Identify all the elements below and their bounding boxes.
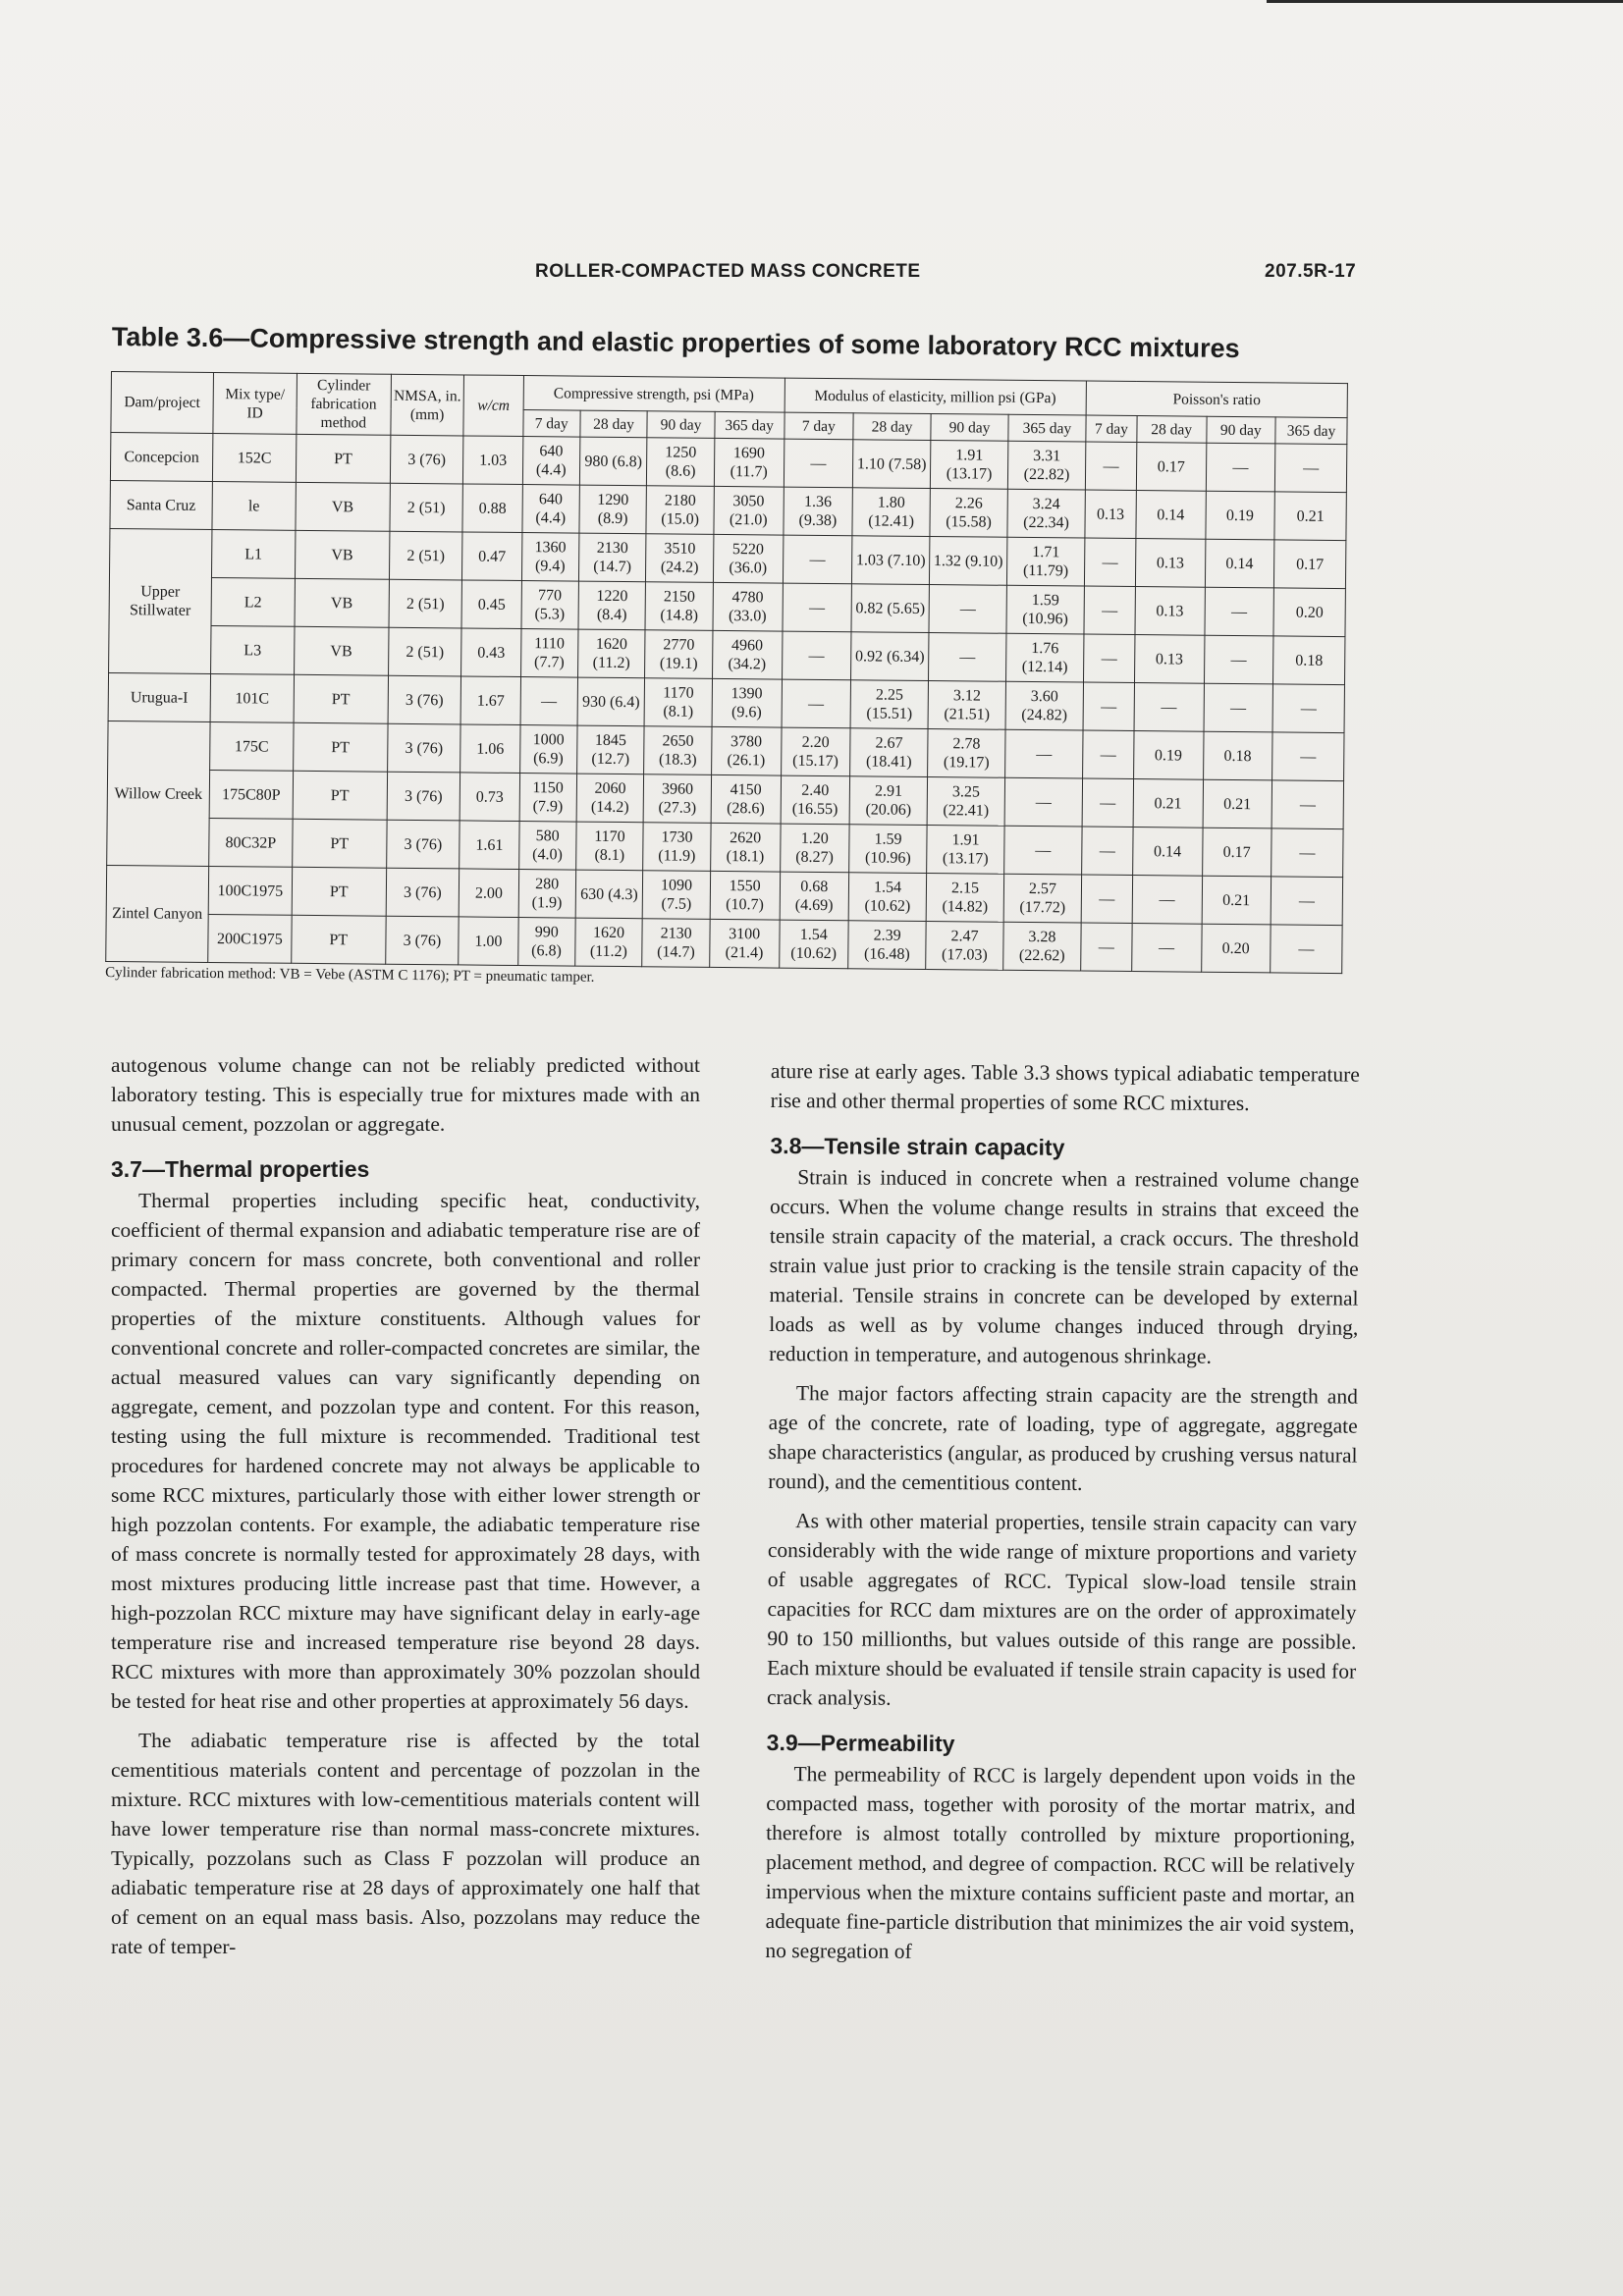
header-age: 28 day	[580, 410, 648, 438]
cell-wcm: 1.06	[460, 724, 520, 774]
header-age: 365 day	[715, 411, 784, 439]
cell-cylinder-method: PT	[292, 867, 386, 916]
cell-dam-project: Zintel Canyon	[106, 865, 209, 962]
cell-nmsa: 3 (76)	[390, 435, 463, 484]
cell-compressive-strength: 2620 (18.1)	[711, 823, 781, 872]
cell-modulus-elasticity: 1.76 (12.14)	[1006, 633, 1084, 682]
cell-modulus-elasticity: 0.82 (5.65)	[851, 584, 929, 633]
cell-poisson-ratio: 0.13	[1135, 587, 1205, 636]
cell-poisson-ratio: —	[1083, 682, 1134, 730]
cell-poisson-ratio: —	[1134, 683, 1204, 732]
cell-wcm: 1.67	[460, 676, 520, 725]
cell-mix-id: L3	[210, 625, 295, 674]
cell-compressive-strength: 630 (4.3)	[575, 870, 643, 919]
cell-poisson-ratio: —	[1083, 634, 1134, 682]
cell-poisson-ratio: —	[1204, 683, 1273, 732]
page-number: 207.5R-17	[1265, 261, 1357, 282]
cell-modulus-elasticity: 3.24 (22.34)	[1007, 489, 1085, 538]
cell-wcm: 2.00	[460, 869, 519, 918]
cell-cylinder-method: PT	[294, 674, 388, 723]
cell-poisson-ratio: 0.21	[1274, 492, 1346, 541]
cell-poisson-ratio: 0.14	[1136, 491, 1206, 540]
paragraph-autogenous: autogenous volume change can not be reliably predicted without laboratory testing. This is especially true for mixtures made with an unusual cement, pozzolan or aggregate.	[111, 1053, 700, 1136]
cell-modulus-elasticity: 2.47 (17.03)	[926, 921, 1003, 970]
cell-compressive-strength: 2650 (18.3)	[644, 726, 712, 775]
cell-poisson-ratio: 0.17	[1274, 540, 1346, 589]
cell-nmsa: 2 (51)	[389, 531, 462, 580]
cell-compressive-strength: 5220 (36.0)	[713, 534, 783, 583]
table-body	[106, 433, 1347, 974]
cell-poisson-ratio: —	[1275, 444, 1347, 493]
cell-compressive-strength: 2130 (14.7)	[578, 533, 646, 582]
cell-compressive-strength: 2060 (14.2)	[576, 774, 644, 823]
cell-mix-id: 80C32P	[209, 818, 294, 867]
header-age: 90 day	[931, 414, 1008, 442]
cell-dam-project: Upper Stillwater	[109, 528, 212, 673]
cell-wcm: 0.73	[460, 773, 520, 822]
cell-modulus-elasticity: 2.15 (14.82)	[926, 873, 1003, 922]
cell-compressive-strength: 1290 (8.9)	[579, 485, 647, 534]
heading-permeability: 3.9—Permeability	[766, 1729, 955, 1757]
cell-modulus-elasticity: 2.67 (18.41)	[850, 728, 928, 777]
header-age: 365 day	[1008, 414, 1086, 442]
cell-compressive-strength: 1110 (7.7)	[520, 629, 578, 678]
cell-compressive-strength: 1360 (9.4)	[521, 533, 579, 582]
cell-compressive-strength: 2130 (14.7)	[642, 919, 710, 968]
cell-compressive-strength: 1845 (12.7)	[576, 725, 644, 774]
cell-compressive-strength: 1220 (8.4)	[578, 581, 646, 630]
cell-poisson-ratio: 0.13	[1085, 490, 1136, 538]
cell-modulus-elasticity: 1.80 (12.41)	[852, 488, 930, 537]
cell-poisson-ratio: 0.18	[1203, 731, 1272, 780]
paragraph-temperature-rise: ature rise at early ages. Table 3.3 shows typical adiabatic temperature rise and other thermal properties of some RCC mixtures.	[770, 1059, 1360, 1115]
paragraph-tensile-3: As with other material properties, tensile strain capacity can vary considerably with the wide range of mixture proportions and variety of usable aggregates of RCC. Typical slow-load tensile strain capacities for RCC dam mixtures are on the order of approximately 90 to 150 millionths, but values outside of this range are possible. Each mixture should be evaluated if tensile strain capacity is used for crack analysis.	[766, 1509, 1358, 1710]
cell-compressive-strength: 580 (4.0)	[518, 822, 576, 871]
cell-poisson-ratio: 0.21	[1203, 779, 1272, 828]
cell-compressive-strength: 1000 (6.9)	[519, 725, 577, 774]
cell-modulus-elasticity: —	[1004, 826, 1082, 875]
cell-modulus-elasticity: 2.25 (15.51)	[850, 680, 928, 729]
cell-poisson-ratio: —	[1271, 828, 1343, 878]
cell-poisson-ratio: —	[1084, 586, 1135, 634]
header-age: 7 day	[784, 412, 853, 440]
cell-compressive-strength: 1550 (10.7)	[710, 871, 780, 920]
cell-modulus-elasticity: —	[929, 585, 1006, 634]
cell-poisson-ratio: —	[1082, 730, 1133, 778]
cell-compressive-strength: 1170 (8.1)	[575, 822, 643, 871]
cell-modulus-elasticity: —	[782, 583, 851, 632]
cell-poisson-ratio: —	[1084, 538, 1135, 586]
left-column	[111, 1050, 700, 1971]
cell-modulus-elasticity: 1.32 (9.10)	[930, 537, 1007, 586]
cell-poisson-ratio: —	[1132, 924, 1202, 973]
cell-modulus-elasticity: —	[782, 679, 851, 728]
cell-nmsa: 2 (51)	[389, 579, 462, 628]
paragraph-tensile-1: Strain is induced in concrete when a restrained volume change occurs. When the volume change results in strains that exceed the tensile strain capacity of the material, a crack occurs. The threshold strain value just prior to cracking is the tensile strain capacity of the material. Tensile strains in concrete can be developed by external loads as well as by volume changes induced through drying, reduction in temperature, and autogenous shrinkage.	[769, 1165, 1360, 1368]
cell-modulus-elasticity: —	[783, 535, 852, 584]
cell-compressive-strength: 280 (1.9)	[518, 870, 576, 919]
cell-mix-id: 175C	[209, 721, 294, 771]
header-age: 28 day	[1137, 416, 1207, 444]
cell-nmsa: 3 (76)	[386, 868, 460, 917]
cell-compressive-strength: 1620 (11.2)	[574, 918, 642, 967]
cell-cylinder-method: VB	[296, 482, 390, 531]
header-age: 90 day	[1206, 416, 1275, 444]
cell-modulus-elasticity: 1.59 (10.96)	[1006, 585, 1084, 634]
header-nmsa: NMSA, in. (mm)	[390, 374, 463, 436]
cell-modulus-elasticity: 3.12 (21.51)	[928, 681, 1005, 730]
cell-wcm: 0.47	[462, 532, 522, 581]
cell-cylinder-method: PT	[292, 915, 386, 964]
cell-modulus-elasticity: 3.31 (22.82)	[1007, 441, 1085, 490]
cell-cylinder-method: PT	[294, 722, 388, 772]
cell-modulus-elasticity: 3.25 (22.41)	[927, 777, 1004, 827]
running-head-title: ROLLER-COMPACTED MASS CONCRETE	[535, 261, 921, 282]
cell-poisson-ratio: 0.20	[1201, 924, 1271, 973]
cell-compressive-strength: 3100 (21.4)	[710, 919, 780, 968]
cell-compressive-strength: 990 (6.8)	[517, 918, 575, 967]
cell-cylinder-method: VB	[295, 578, 389, 627]
cell-cylinder-method: PT	[296, 434, 390, 483]
cell-poisson-ratio: 0.14	[1132, 828, 1202, 877]
cell-compressive-strength: 2180 (15.0)	[646, 486, 714, 535]
header-cylinder: Cylinder fabrication method	[297, 373, 391, 435]
cell-poisson-ratio: —	[1081, 875, 1132, 923]
cell-compressive-strength: 3510 (24.2)	[646, 534, 714, 583]
cell-modulus-elasticity: 1.59 (10.96)	[849, 825, 927, 874]
cell-poisson-ratio: 0.19	[1205, 491, 1274, 540]
cell-compressive-strength: 4780 (33.0)	[713, 582, 783, 631]
cell-modulus-elasticity: —	[1004, 777, 1082, 827]
cell-modulus-elasticity: 1.91 (13.17)	[927, 825, 1004, 874]
cell-wcm: 1.03	[463, 436, 523, 485]
cell-poisson-ratio: —	[1271, 877, 1342, 926]
cell-compressive-strength: 4150 (28.6)	[711, 774, 781, 824]
cell-compressive-strength: 1390 (9.6)	[712, 678, 782, 727]
cell-modulus-elasticity: 3.60 (24.82)	[1005, 681, 1083, 730]
header-mix: Mix type/ ID	[213, 373, 298, 435]
cell-poisson-ratio: 0.19	[1133, 731, 1203, 780]
cell-poisson-ratio: 0.21	[1133, 779, 1203, 828]
cell-modulus-elasticity: 1.36 (9.38)	[783, 487, 852, 536]
cell-nmsa: 3 (76)	[386, 820, 460, 869]
cell-cylinder-method: PT	[293, 819, 387, 868]
cell-compressive-strength: 1090 (7.5)	[642, 871, 710, 920]
header-wcm: w/cm	[463, 375, 523, 437]
header-compressive: Compressive strength, psi (MPa)	[523, 376, 784, 413]
cell-poisson-ratio: —	[1272, 732, 1344, 781]
top-edge-rule	[1267, 0, 1623, 3]
cell-wcm: 1.00	[459, 917, 518, 966]
cell-cylinder-method: PT	[293, 771, 387, 820]
cell-nmsa: 3 (76)	[385, 916, 459, 965]
cell-modulus-elasticity: —	[929, 633, 1006, 682]
cell-poisson-ratio: 0.20	[1273, 588, 1345, 637]
cell-compressive-strength: 1620 (11.2)	[577, 629, 645, 678]
cell-nmsa: 3 (76)	[388, 675, 461, 724]
cell-modulus-elasticity: 3.28 (22.62)	[1003, 922, 1081, 971]
cell-poisson-ratio: —	[1085, 442, 1136, 490]
paragraph-tensile-2: The major factors affecting strain capacity are the strength and age of the concrete, rate of loading, type of aggregate, aggregate shape characteristics (angular, as produced by crushing versus natural round), and the cementitious content.	[768, 1381, 1358, 1495]
cell-wcm: 0.88	[462, 484, 522, 533]
cell-wcm: 0.45	[461, 580, 521, 629]
header-age: 28 day	[853, 413, 931, 441]
cell-poisson-ratio: 0.13	[1135, 539, 1205, 588]
paragraph-thermal-1: Thermal properties including specific heat, conductivity, coefficient of thermal expansion and adiabatic temperature rise are of primary concern for mass concrete, both conventional and roller compacted. Thermal properties are governed by the thermal properties of the mixture constituents. Although values for conventional concrete and roller-compacted concretes are similar, the actual measured values can vary significantly depending on aggregate, cement, and pozzolan type and content. For this reason, testing using the full mixture is recommended. Traditional test procedures for hardened concrete may not always be applicable to some RCC mixtures, particularly those with either lower strength or high pozzolan contents. For example, the adiabatic temperature rise of mass concrete is normally tested for approximately 28 days, with most mixtures producing little increase past that time. However, a high-pozzolan RCC mixture may have significant delay in early-age temperature rise and increased temperature rise beyond 28 days. RCC mixtures with more than approximately 30% pozzolan should be tested for heat rise and other properties at approximately 56 days.	[111, 1189, 700, 1713]
cell-mix-id: L2	[211, 577, 296, 626]
cell-dam-project: Willow Creek	[107, 721, 210, 866]
cell-modulus-elasticity: 2.57 (17.72)	[1003, 874, 1081, 923]
cell-compressive-strength: 1150 (7.9)	[519, 774, 577, 823]
cell-compressive-strength: 3960 (27.3)	[643, 774, 711, 824]
cell-poisson-ratio: 0.17	[1202, 828, 1271, 877]
running-head	[0, 261, 1623, 285]
cell-modulus-elasticity: 2.39 (16.48)	[848, 921, 926, 970]
paragraph-thermal-2: The adiabatic temperature rise is affected by the total cementitious materials content and percentage of pozzolan in the mixture. RCC mixtures with low-cementitious materials content will have lower temperature rise than normal mass-concrete mixtures. Typically, pozzolans such as Class F pozzolan will produce an adiabatic temperature rise at 28 days of approximately one half that of cement on an equal mass basis. Also, pozzolans may reduce the rate of temper-	[111, 1729, 700, 1958]
properties-table	[105, 371, 1348, 974]
cell-modulus-elasticity: —	[784, 439, 853, 488]
cell-nmsa: 3 (76)	[387, 723, 460, 773]
cell-poisson-ratio: —	[1271, 780, 1343, 829]
cell-poisson-ratio: —	[1272, 684, 1344, 733]
cell-mix-id: 101C	[210, 673, 295, 722]
cell-wcm: 0.43	[461, 628, 521, 677]
cell-poisson-ratio: —	[1206, 443, 1275, 492]
header-dam: Dam/project	[111, 372, 213, 434]
header-poisson: Poisson's ratio	[1086, 381, 1347, 418]
cell-nmsa: 2 (51)	[388, 627, 461, 676]
cell-poisson-ratio: —	[1082, 827, 1133, 875]
cell-mix-id: 152C	[212, 433, 297, 482]
cell-modulus-elasticity: 2.91 (20.06)	[849, 776, 927, 826]
cell-poisson-ratio: —	[1271, 925, 1342, 974]
cell-modulus-elasticity: 1.54 (10.62)	[779, 920, 848, 969]
cell-nmsa: 2 (51)	[390, 483, 463, 532]
header-age: 7 day	[1086, 415, 1137, 442]
cell-compressive-strength: —	[520, 677, 578, 726]
header-modulus: Modulus of elasticity, million psi (GPa)	[784, 378, 1087, 415]
table-title: Table 3.6—Compressive strength and elastic properties of some laboratory RCC mixtures	[111, 322, 1240, 364]
cell-poisson-ratio: —	[1204, 635, 1273, 684]
cell-mix-id: 100C1975	[208, 866, 293, 915]
header-age: 365 day	[1275, 417, 1347, 445]
cell-modulus-elasticity: 1.10 (7.58)	[853, 440, 931, 489]
cell-mix-id: 175C80P	[209, 770, 294, 819]
cell-mix-id: L1	[211, 529, 296, 578]
cell-modulus-elasticity: 0.68 (4.69)	[780, 872, 849, 921]
cell-modulus-elasticity: 1.91 (13.17)	[930, 441, 1007, 490]
cell-compressive-strength: 770 (5.3)	[521, 581, 579, 630]
cell-poisson-ratio: 0.17	[1136, 443, 1206, 492]
cell-compressive-strength: 2770 (19.1)	[645, 630, 713, 679]
cell-modulus-elasticity: 2.40 (16.55)	[781, 775, 850, 825]
header-age: 90 day	[647, 411, 715, 439]
cell-poisson-ratio: 0.18	[1273, 636, 1345, 685]
right-column	[765, 1056, 1360, 1979]
cell-modulus-elasticity: —	[1005, 729, 1083, 778]
cell-nmsa: 3 (76)	[387, 772, 460, 821]
cell-modulus-elasticity: 1.20 (8.27)	[780, 824, 849, 873]
cell-compressive-strength: 3050 (21.0)	[714, 486, 784, 535]
cell-compressive-strength: 1170 (8.1)	[644, 678, 712, 727]
cell-poisson-ratio: 0.14	[1205, 539, 1274, 588]
cell-modulus-elasticity: 2.20 (15.17)	[781, 727, 850, 776]
cell-poisson-ratio: —	[1081, 923, 1132, 971]
cell-dam-project: Concepcion	[110, 433, 212, 482]
cell-poisson-ratio: —	[1204, 587, 1273, 636]
cell-dam-project: Urugua-I	[108, 672, 210, 721]
cell-poisson-ratio: 0.21	[1202, 876, 1271, 925]
cell-poisson-ratio: —	[1132, 876, 1202, 925]
cell-compressive-strength: 640 (4.4)	[522, 437, 580, 486]
cell-wcm: 1.61	[460, 821, 519, 870]
table-footnote: Cylinder fabrication method: VB = Vebe (ASTM C 1176); PT = pneumatic tamper.	[105, 964, 595, 986]
cell-modulus-elasticity: 1.71 (11.79)	[1006, 537, 1084, 586]
paragraph-permeability: The permeability of RCC is largely dependent upon voids in the compacted mass, together with porosity of the mortar matrix, and therefore is almost totally controlled by mixture proportioning, placement method, and degree of compaction. RCC will be relatively impervious when the mixture contains sufficient paste and mortar, an adequate fine-particle distribution that minimizes the air void system, no segregation of	[765, 1762, 1356, 1963]
heading-tensile-strain: 3.8—Tensile strain capacity	[770, 1132, 1065, 1160]
cell-compressive-strength: 3780 (26.1)	[711, 726, 781, 775]
cell-dam-project: Santa Cruz	[110, 480, 212, 529]
cell-mix-id: 200C1975	[208, 914, 293, 963]
cell-compressive-strength: 640 (4.4)	[522, 485, 580, 534]
cell-modulus-elasticity: 2.78 (19.17)	[928, 729, 1005, 778]
cell-compressive-strength: 2150 (14.8)	[645, 582, 713, 631]
cell-poisson-ratio: —	[1082, 778, 1133, 827]
heading-thermal-properties: 3.7—Thermal properties	[111, 1156, 370, 1182]
cell-modulus-elasticity: 1.03 (7.10)	[852, 536, 930, 585]
cell-compressive-strength: 4960 (34.2)	[712, 630, 782, 679]
cell-compressive-strength: 1690 (11.7)	[714, 438, 784, 487]
cell-modulus-elasticity: 0.92 (6.34)	[851, 632, 929, 681]
cell-compressive-strength: 980 (6.8)	[579, 437, 647, 486]
cell-modulus-elasticity: —	[782, 631, 851, 680]
cell-mix-id: le	[212, 481, 297, 530]
cell-compressive-strength: 930 (6.4)	[577, 677, 645, 726]
cell-modulus-elasticity: 1.54 (10.62)	[848, 873, 926, 922]
cell-cylinder-method: VB	[296, 530, 390, 579]
cell-cylinder-method: VB	[295, 626, 389, 675]
cell-compressive-strength: 1250 (8.6)	[647, 438, 715, 487]
cell-compressive-strength: 1730 (11.9)	[643, 823, 711, 872]
header-age: 7 day	[523, 410, 580, 438]
cell-poisson-ratio: 0.13	[1134, 635, 1204, 684]
cell-modulus-elasticity: 2.26 (15.58)	[930, 489, 1007, 538]
table-container	[105, 371, 1348, 993]
